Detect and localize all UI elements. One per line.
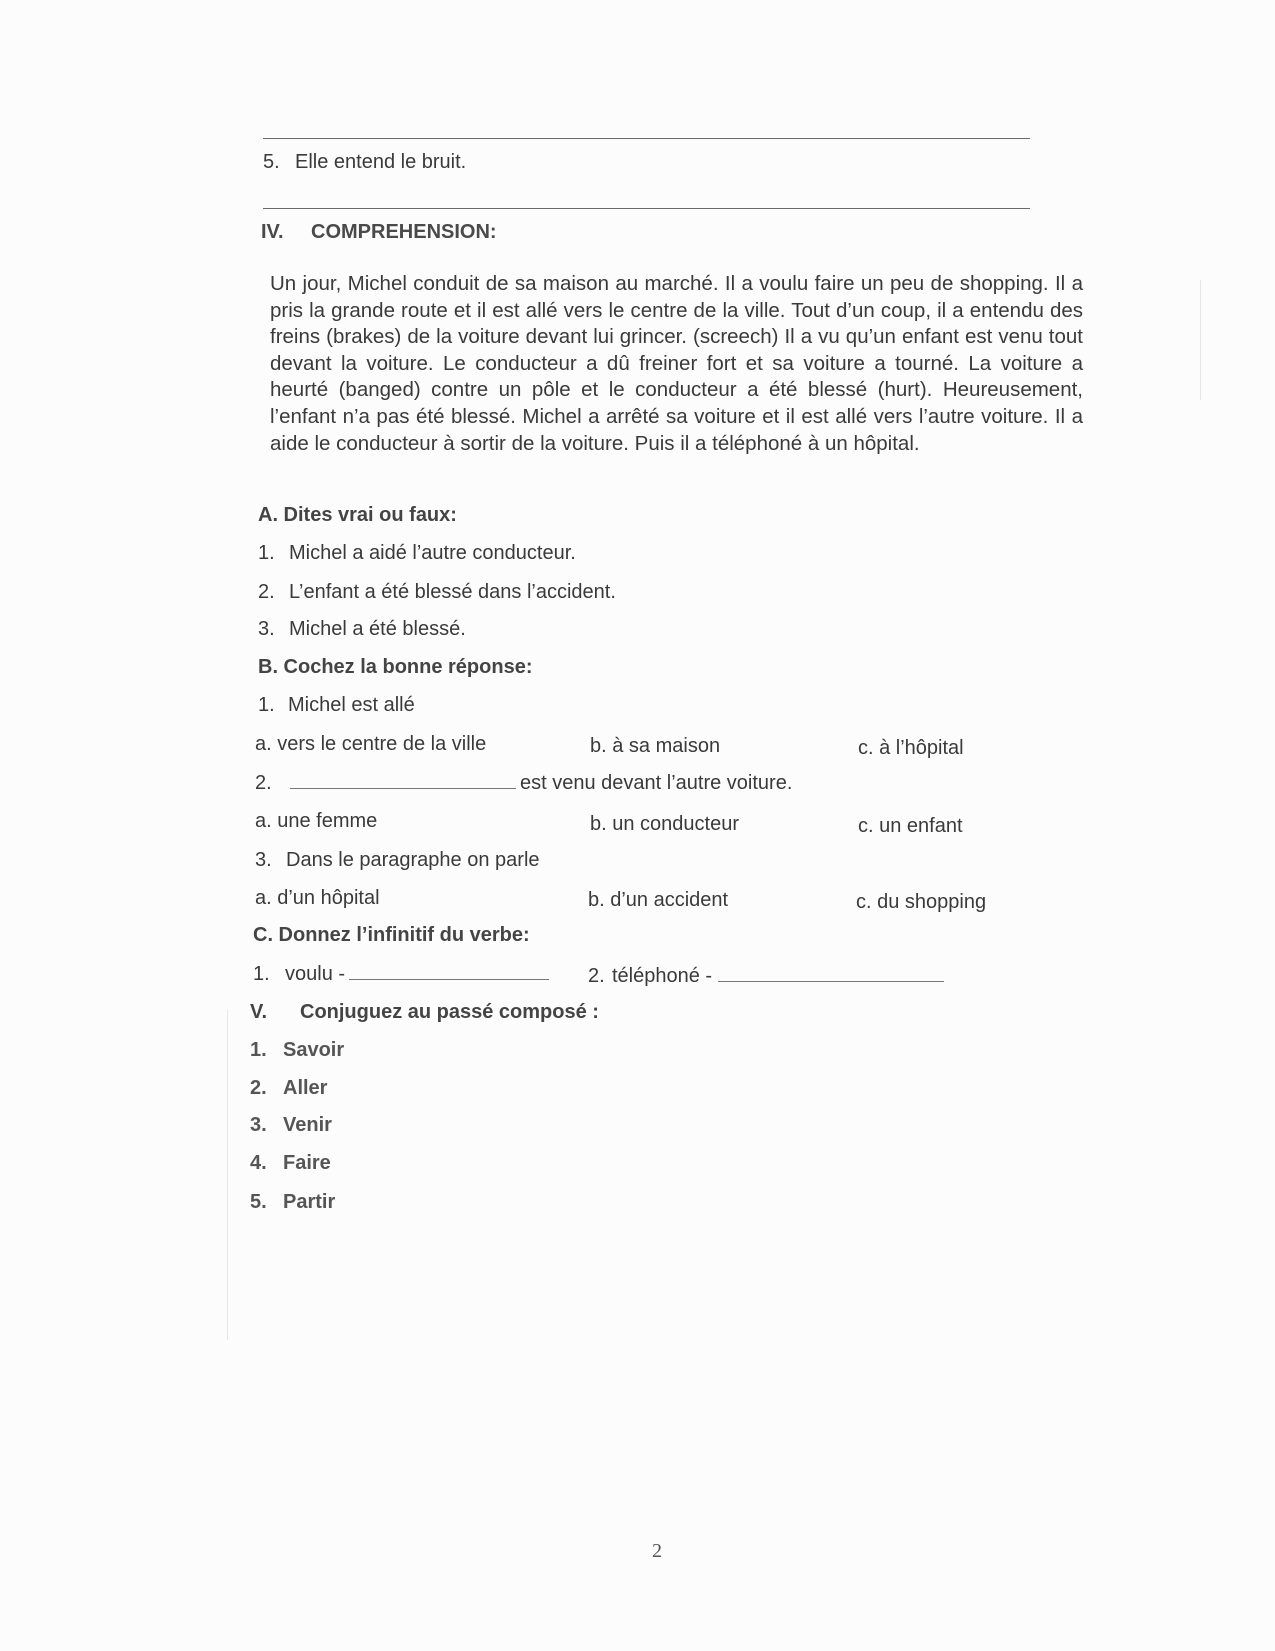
fill-in-blank[interactable] [290, 770, 516, 789]
mcq-option[interactable]: a. une femme [255, 810, 378, 832]
true-false-item [258, 617, 466, 641]
section-title: Conjuguez au passé composé : [300, 1001, 599, 1023]
section-number: V. [250, 1001, 268, 1023]
mcq-option[interactable]: b. d’un accident [588, 889, 729, 911]
mcq-question [258, 693, 415, 717]
part-a-heading: A. Dites vrai ou faux: [258, 504, 457, 526]
item-number: 5. [250, 1191, 267, 1213]
mcq-question [255, 770, 792, 795]
verb-item [250, 1076, 327, 1100]
item-text: Elle entend le bruit. [295, 151, 467, 173]
part-c-heading: C. Donnez l’infinitif du verbe: [253, 924, 530, 946]
verb-text: Venir [283, 1114, 332, 1136]
mcq-option[interactable]: c. du shopping [856, 891, 987, 913]
verb-text: Partir [283, 1191, 336, 1213]
item-number: 4. [250, 1152, 267, 1174]
mcq-option[interactable]: c. à l’hôpital [858, 737, 964, 759]
item-number: 1. [258, 542, 275, 564]
mcq-question [255, 848, 540, 872]
section-number: IV. [261, 221, 284, 243]
verb-item [250, 1190, 335, 1214]
item-number: 2. [588, 965, 605, 987]
verb-item [250, 1113, 332, 1137]
comprehension-paragraph: Un jour, Michel conduit de sa maison au marché. Il a voulu faire un peu de shopping. Il a pris la grande route et il est allé vers le centre de la ville. Tout d’un coup, il a entendu des freins (brakes) de la voiture devant lui grincer. (screech) Il a vu qu’un enfant est venu tout devant la voiture. Le conducteur a dû freiner fort et sa voiture a tourné. La voiture a heurté (banged) contre un pôle et le conducteur a été blessé (hurt). Heureusement, l’enfant n’a pas été blessé. Michel a arrêté sa voiture et il est allé vers l’autre voiture. Il a aide le conducteur à sortir de la voiture. Puis il a téléphoné à un hôpital. [270, 272, 1083, 455]
verb-text: Savoir [283, 1039, 345, 1061]
item-number: 5. [263, 151, 280, 173]
item-text: téléphoné - [612, 965, 713, 987]
item-text: Michel a été blessé. [289, 618, 466, 640]
scan-artifact-line [227, 1010, 228, 1340]
section-iv-heading [261, 220, 497, 244]
answer-line [263, 138, 1030, 139]
previous-item [263, 150, 466, 174]
item-number: 3. [250, 1114, 267, 1136]
infinitive-item [588, 963, 944, 988]
question-prompt: Dans le paragraphe on parle [286, 849, 540, 871]
answer-blank[interactable] [718, 963, 944, 982]
item-number: 2. [258, 581, 275, 603]
item-text: voulu - [285, 963, 346, 985]
scan-artifact-line [1200, 280, 1201, 400]
page-number: 2 [652, 1540, 662, 1562]
item-number: 2. [250, 1077, 267, 1099]
infinitive-item [253, 961, 549, 986]
item-text: Michel a aidé l’autre conducteur. [289, 542, 576, 564]
verb-text: Faire [283, 1152, 331, 1174]
item-number: 1. [253, 963, 270, 985]
item-text: L’enfant a été blessé dans l’accident. [289, 581, 616, 603]
mcq-option[interactable]: c. un enfant [858, 815, 963, 837]
answer-line [263, 208, 1030, 209]
question-prompt: est venu devant l’autre voiture. [520, 772, 793, 794]
mcq-option[interactable]: a. vers le centre de la ville [255, 733, 487, 755]
item-number: 3. [258, 618, 275, 640]
verb-text: Aller [283, 1077, 328, 1099]
true-false-item [258, 580, 616, 604]
verb-item [250, 1038, 344, 1062]
true-false-item [258, 541, 576, 565]
item-number: 1. [250, 1039, 267, 1061]
mcq-option[interactable]: b. à sa maison [590, 735, 721, 757]
section-title: COMPREHENSION: [311, 221, 497, 243]
mcq-option[interactable]: b. un conducteur [590, 813, 739, 835]
question-number: 3. [255, 849, 272, 871]
section-v-heading [250, 1000, 599, 1024]
question-number: 1. [258, 694, 275, 716]
answer-blank[interactable] [349, 961, 549, 980]
question-prompt: Michel est allé [288, 694, 415, 716]
verb-item [250, 1151, 331, 1175]
question-number: 2. [255, 772, 272, 794]
mcq-option[interactable]: a. d’un hôpital [255, 887, 380, 909]
part-b-heading: B. Cochez la bonne réponse: [258, 656, 533, 678]
